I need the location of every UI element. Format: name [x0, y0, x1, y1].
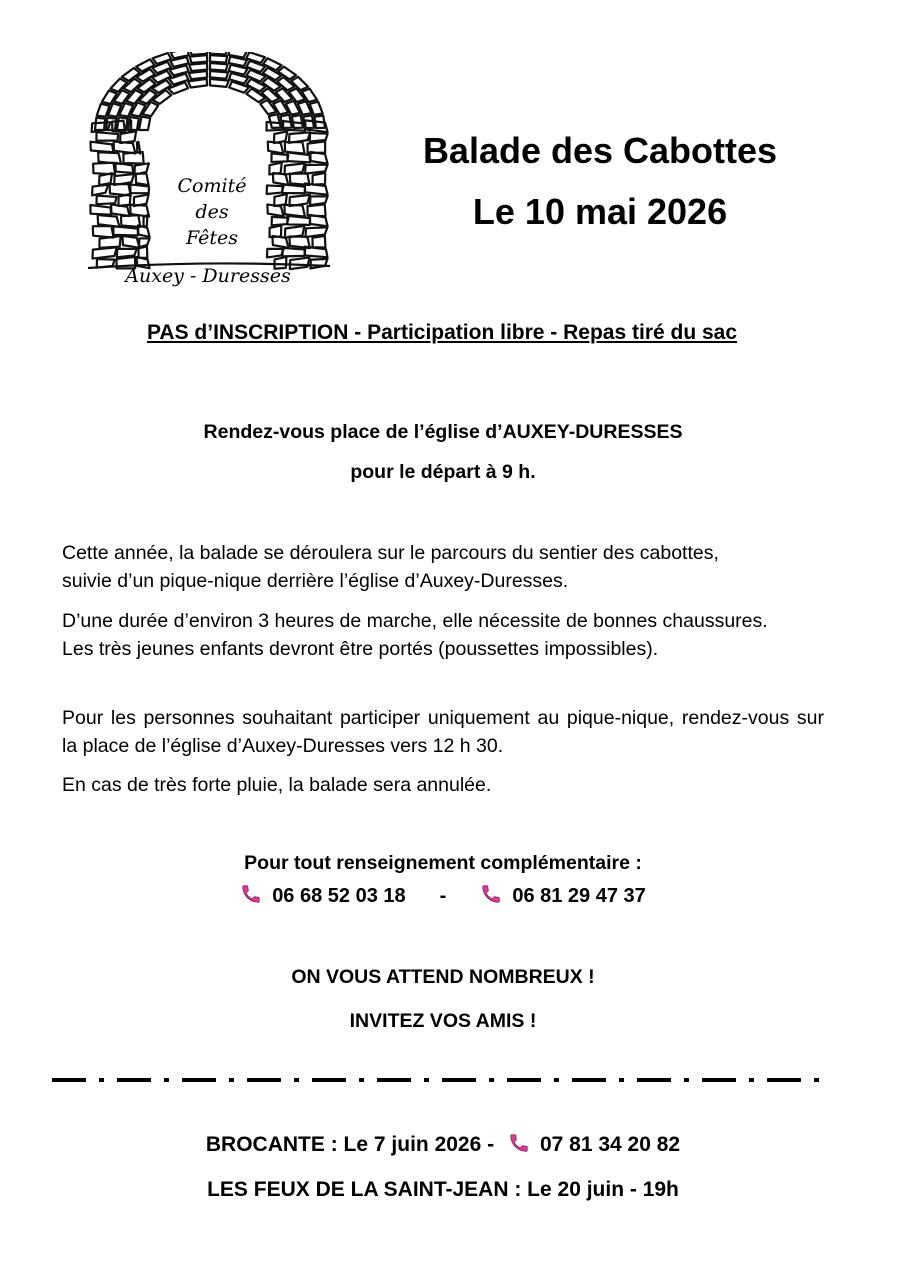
event-date: Le 10 mai 2026	[472, 191, 728, 232]
comite-logo	[78, 52, 338, 292]
event-subtitle: PAS d’INSCRIPTION - Participation libre - Repas tiré du sac	[146, 321, 738, 344]
contact-heading: Pour tout renseignement complémentaire :	[244, 852, 642, 874]
paragraph-route-line1: Cette année, la balade se déroulera sur le parcours du sentier des cabottes,	[62, 542, 719, 564]
phone-number-1[interactable]: 06 68 52 03 18	[272, 885, 406, 907]
cta-line2: INVITEZ VOS AMIS !	[349, 1010, 537, 1032]
stone-arch-icon	[78, 52, 338, 292]
paragraph-picnic-text: Pour les personnes souhaitant participer uniquement au pique-nique, rendez-vous sur la place de l’église d’Auxey-Duresses vers 12 h 30.	[62, 707, 824, 757]
phone-separator: -	[439, 885, 447, 907]
paragraph-rain: En cas de très forte pluie, la balade sera annulée.	[62, 774, 492, 796]
departure-time: pour le départ à 9 h.	[350, 461, 536, 483]
logo-town: Auxey - Duresses	[125, 265, 291, 287]
contact-phones	[0, 883, 886, 911]
paragraph-picnic	[62, 704, 824, 760]
phone-icon	[240, 883, 262, 911]
cta-line1: ON VOUS ATTEND NOMBREUX !	[291, 966, 595, 988]
logo-line3: Fêtes	[185, 227, 239, 249]
dash-dot-divider	[52, 1074, 832, 1088]
paragraph-route	[62, 539, 824, 595]
brocante-label: BROCANTE : Le 7 juin 2026 -	[205, 1133, 495, 1156]
phone-icon	[508, 1132, 530, 1160]
meeting-place: Rendez-vous place de l’église d’AUXEY-DURESSES	[203, 421, 683, 443]
paragraph-duration-line2: Les très jeunes enfants devront être portés (poussettes impossibles).	[62, 638, 659, 660]
logo-line1: Comité	[177, 175, 247, 197]
event-title: Balade des Cabottes	[422, 130, 778, 171]
brocante-line	[0, 1132, 886, 1160]
paragraph-route-line2: suivie d’un pique-nique derrière l’église d’Auxey-Duresses.	[62, 570, 569, 592]
paragraph-duration-line1: D’une durée d’environ 3 heures de marche, elle nécessite de bonnes chaussures.	[62, 610, 768, 632]
logo-line2: des	[195, 201, 229, 223]
feux-saint-jean-line: LES FEUX DE LA SAINT-JEAN : Le 20 juin - 19h	[207, 1178, 679, 1201]
paragraph-duration	[62, 607, 824, 663]
phone-icon	[480, 883, 502, 911]
phone-number-2[interactable]: 06 81 29 47 37	[512, 885, 646, 907]
brocante-phone[interactable]: 07 81 34 20 82	[539, 1133, 681, 1156]
